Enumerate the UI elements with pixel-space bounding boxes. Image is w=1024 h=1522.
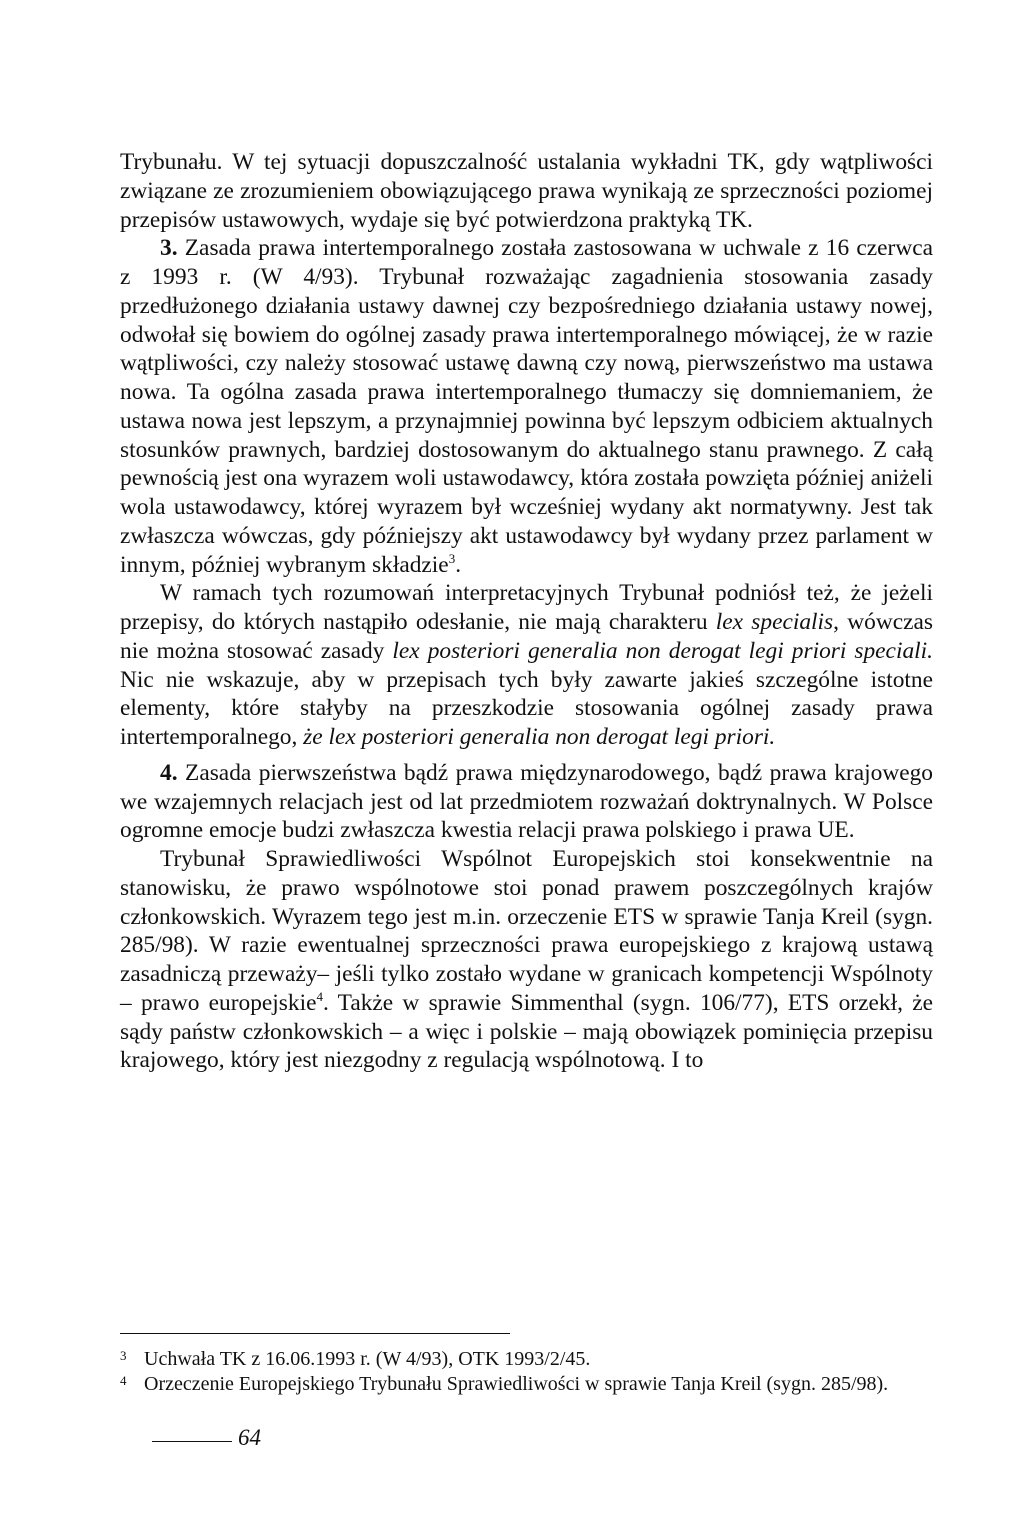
- text-run: Zasada prawa intertemporalnego została zastosowana w uchwale z 16 czerwca z 1993 r. (W 4/93). Trybunał rozważając zagadnienia stosowania zasady przedłużonego działania ustawy dawnej czy bezpośredniego działania ustawy nowej, odwołał się bowiem do ogólnej zasady prawa intertemporalnego mówiącej, że w razie wątpliwości, czy należy stosować ustawę dawną czy nową, pierwszeństwo ma ustawa nowa. Ta ogólna zasada prawa intertemporalnego tłumaczy się domniemaniem, że ustawa nowa jest lepszym, a przynajmniej powinna być lepszym odbiciem aktualnych stosunków prawnych, bardziej dostosowanym do aktualnego stanu prawnego. Z całą pewnością jest ona wyrazem woli ustawodawcy, która została powzięta później aniżeli wola ustawodawcy, której wyrazem był wcześniej wydany akt normatywny. Jest tak zwłaszcza wówczas, gdy późniejszy akt ustawodawcy był wydany przez parlament w innym, później wybranym składzie: [120, 235, 933, 578]
- page-number: 64: [238, 1425, 261, 1450]
- text-run: W ramach tych rozumowań interpretacyjnych Trybunał podniósł też, że jeżeli przepisy, do których nastąpiło odesłanie, nie mają charakteru: [120, 580, 933, 635]
- footnote-text: Orzeczenie Europejskiego Trybunału Sprawiedliwości w sprawie Tanja Kreil (sygn. 285/98).: [144, 1373, 889, 1395]
- text-run: .: [455, 551, 462, 578]
- section-number: 3.: [160, 235, 178, 262]
- paragraph-interpretation: [120, 579, 933, 752]
- italic-text: że lex posteriori generalia non derogat legi priori.: [303, 724, 776, 750]
- text-run: Trybunału. W tej sytuacji dopuszczalność ustalania wykładni TK, gdy wątpliwości związane ze zrozumieniem obowiązującego prawa wynikają ze sprzeczności poziomej przepisów ustawowych, wydaje się być potwierdzona praktyką TK.: [120, 149, 933, 233]
- body-text: [120, 148, 933, 1075]
- footnote-text: Uchwała TK z 16.06.1993 r. (W 4/93), OTK 1993/2/45.: [144, 1348, 591, 1370]
- footnote-number: 4: [120, 1373, 127, 1388]
- footnote-item: [120, 1372, 933, 1397]
- italic-text: lex specialis: [715, 609, 834, 635]
- text-run: Nic nie wskazuje, aby w przepisach tych były zawarte jakieś szczególne istotne elementy, które stałyby na przeszkodzie stosowania ogólnej zasady prawa intertemporalnego,: [120, 666, 933, 750]
- paragraph-section-4: [120, 759, 933, 845]
- footnote-separator: [120, 1333, 510, 1334]
- paragraph-continuation: [120, 148, 933, 234]
- footnote-item: [120, 1347, 933, 1372]
- text-run: , wówczas nie można stosować zasady: [120, 609, 933, 664]
- footnote-number: 3: [120, 1348, 127, 1363]
- text-run: Trybunał Sprawiedliwości Wspólnot Europejskich stoi konsekwentnie na stanowisku, że prawo wspólnotowe stoi ponad prawem poszczególnych krajów członkowskich. Wyrazem tego jest m.in. orzeczenie ETS w sprawie Tanja Kreil (sygn. 285/98). W razie ewentualnej sprzeczności prawa europejskiego z krajową ustawą zasadniczą przeważy– jeśli tylko zostało wydane w granicach kompetencji Wspólnoty – prawo europejskie: [120, 846, 933, 1016]
- text-run: . Także w sprawie Simmenthal (sygn. 106/77), ETS orzekł, że sądy państw członkowskich – a więc i polskie – mają obowiązek pominięcia przepisu krajowego, który jest niezgodny z regulacją wspólnotową. I to: [120, 989, 933, 1074]
- section-number: 4.: [160, 759, 178, 786]
- text-run: Zasada pierwszeństwa bądź prawa międzynarodowego, bądź prawa krajowego we wzajemnych relacjach jest od lat przedmiotem rozważań doktrynalnych. W Polsce ogromne emocje budzi zwłaszcza kwestia relacji prawa polskiego i prawa UE.: [120, 759, 933, 844]
- italic-text: lex posteriori generalia non derogat legi priori speciali.: [392, 637, 933, 664]
- paragraph-section-3: [120, 234, 933, 579]
- page-number-rule: [152, 1441, 232, 1442]
- footnote-ref: 4: [316, 988, 323, 1004]
- footnotes: [120, 1347, 933, 1397]
- paragraph-ets: [120, 845, 933, 1075]
- footnote-ref: 3: [448, 550, 456, 566]
